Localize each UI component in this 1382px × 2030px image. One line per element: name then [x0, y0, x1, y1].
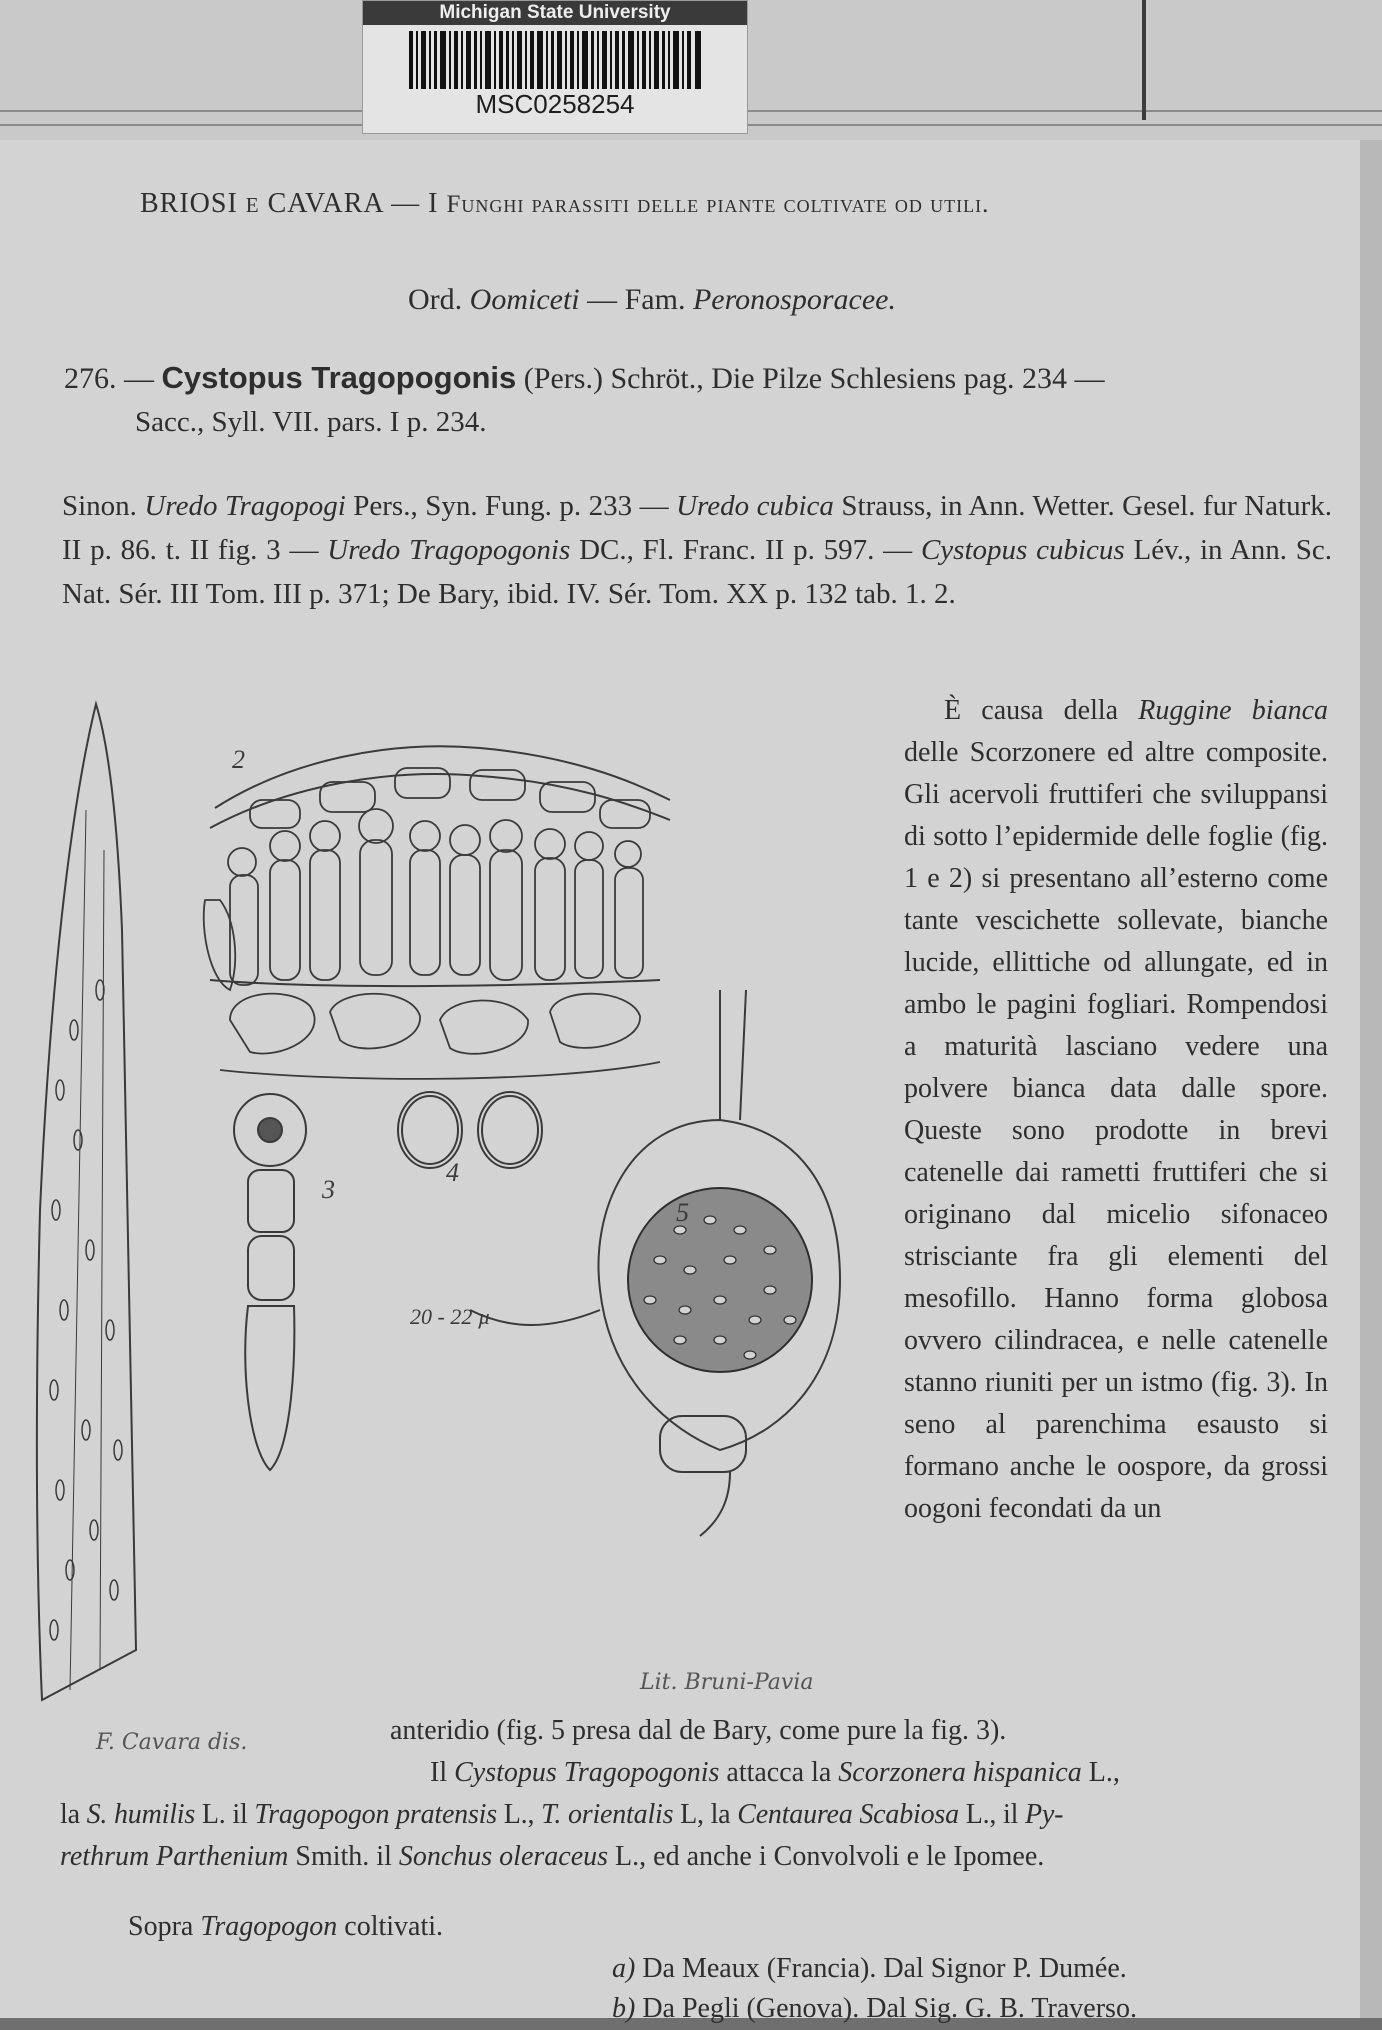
locality-b [612, 1988, 1137, 2030]
order-label: Ord. [408, 283, 463, 316]
family-name: Peronosporacee. [692, 283, 896, 316]
species-name: Cystopus Tragopogonis [454, 1757, 720, 1788]
host-name: Centaurea Scabiosa [737, 1799, 959, 1830]
text: Smith. il [288, 1841, 399, 1872]
figure-label: 4 [446, 1158, 459, 1187]
host-name: S. humilis [86, 1799, 196, 1830]
text: L. il [195, 1799, 255, 1830]
desc-text: delle Scorzonere ed altre composite. Gli acervoli fruttiferi che sviluppansi di sotto l’epidermide delle foglie (fig. 1 e 2) si presentano all’esterno come tante vescichette sollevate, bianche lucide, ellittiche od allungate, ed in ambo le pagini fogliari. Rompendosi a maturità lasciano vedere una polvere bianca data dalle spore. Queste sono prodotte in brevi catenelle dai rametti fruttiferi che si originano dal micelio sifonaceo strisciante fra gli elementi del mesofillo. Hanno forma globosa ovvero cilindracea, e nelle catenelle stanno riuniti per un istmo (fig. 3). In seno al parenchima esausto si formano anche le oospore, da grossi oogoni fecondati da un [904, 737, 1328, 1524]
text: L., [1081, 1757, 1120, 1788]
description-column [904, 690, 1328, 1530]
host-name: Sonchus oleraceus [398, 1841, 609, 1872]
author-briosi: BRIOSI [140, 188, 238, 219]
botanical-illustration [30, 690, 890, 1750]
host-name: Tragopogon pratensis [254, 1799, 497, 1830]
entry-number: 276. — [64, 362, 162, 395]
barcode-icon [409, 31, 701, 89]
family-label: — Fam. [579, 283, 693, 316]
spore-measurement: 20 - 22 µ [410, 1304, 491, 1329]
folder-edge [1142, 0, 1146, 120]
synonym-name: Uredo Tragopogi [144, 490, 346, 522]
host-name: Scorzonera hispanica [838, 1757, 1082, 1788]
sopra-line [128, 1906, 443, 1948]
taxonomy-line [408, 283, 896, 317]
description-line: anteridio (fig. 5 presa dal de Bary, come pure la fig. 3). [390, 1715, 1007, 1746]
text: attacca la [719, 1757, 839, 1788]
barcode-number: MSC0258254 [475, 89, 635, 119]
figure-label: 3 [322, 1175, 335, 1204]
host-name: rethrum Parthenium [60, 1841, 289, 1872]
institution-name: Michigan State University [363, 1, 747, 25]
host-name: Tragopogon [200, 1911, 338, 1942]
series-title: Funghi parassiti delle piante coltivate od utili. [446, 191, 990, 218]
synonyms-paragraph [62, 484, 1332, 616]
host-name: T. orientalis [541, 1799, 674, 1830]
hosts-line-3 [60, 1836, 1044, 1878]
text: Sopra [128, 1911, 201, 1942]
barcode-label [362, 0, 748, 134]
synonym-ref: Pers., Syn. Fung. p. 233 — [345, 490, 677, 522]
illustrator-signature: F. Cavara dis. [96, 1730, 248, 1755]
text: L, la [673, 1799, 738, 1830]
text: Il [430, 1757, 455, 1788]
figure-label: 2 [232, 745, 245, 774]
synonym-name: Uredo Tragopogonis [327, 534, 571, 566]
species-citation: (Pers.) Schröt., Die Pilze Schlesiens pag. 234 — [516, 362, 1105, 395]
page-header [140, 188, 989, 220]
hosts-line-1 [430, 1752, 1120, 1794]
text: L., il [958, 1799, 1025, 1830]
author-cavara: CAVARA [267, 188, 384, 219]
text: la [60, 1799, 87, 1830]
synonyms-label: Sinon. [62, 490, 145, 522]
text: L., ed anche i Convolvoli e le Ipomee. [608, 1841, 1045, 1872]
figure-label: 5 [676, 1198, 689, 1227]
desc-text: È causa della [944, 695, 1139, 726]
lithographer-signature: Lit. Bruni-Pavia [640, 1670, 814, 1695]
hosts-line-2 [60, 1794, 1063, 1836]
species-name: Cystopus Tragopogonis [161, 360, 517, 395]
locality-a [612, 1948, 1127, 1990]
locality-letter: a) [612, 1953, 636, 1984]
species-citation-2: Sacc., Syll. VII. pars. I p. 234. [135, 406, 487, 438]
synonym-ref: DC., Fl. Franc. II p. 597. — [570, 534, 921, 566]
header-dash: — I [383, 188, 447, 219]
host-name: Py- [1024, 1799, 1064, 1830]
synonym-ref: Strauss, in Ann. Wetter. Gesel. fur Naturk. II p. 86. t. II fig. 3 — [62, 490, 1332, 566]
disease-name: Ruggine bianca [1138, 695, 1328, 726]
species-entry [64, 360, 1105, 396]
locality-text: Da Meaux (Francia). Dal Signor P. Dumée. [635, 1953, 1127, 1984]
locality-text: Da Pegli (Genova). Dal Sig. G. B. Traverso. [635, 1993, 1137, 2024]
synonym-name: Cystopus cubicus [920, 534, 1125, 566]
synonym-name: Uredo cubica [676, 490, 834, 522]
synonym-ref: Lév., in Ann. Sc. Nat. Sér. III Tom. III p. 371; De Bary, ibid. IV. Sér. Tom. XX p. 132 tab. 1. 2. [62, 534, 1332, 610]
text: L., [496, 1799, 542, 1830]
locality-letter: b) [612, 1993, 636, 2024]
page-edge [1360, 140, 1382, 2018]
header-conjunction: E [245, 193, 260, 217]
text: coltivati. [337, 1911, 444, 1942]
order-name: Oomiceti [469, 283, 580, 316]
